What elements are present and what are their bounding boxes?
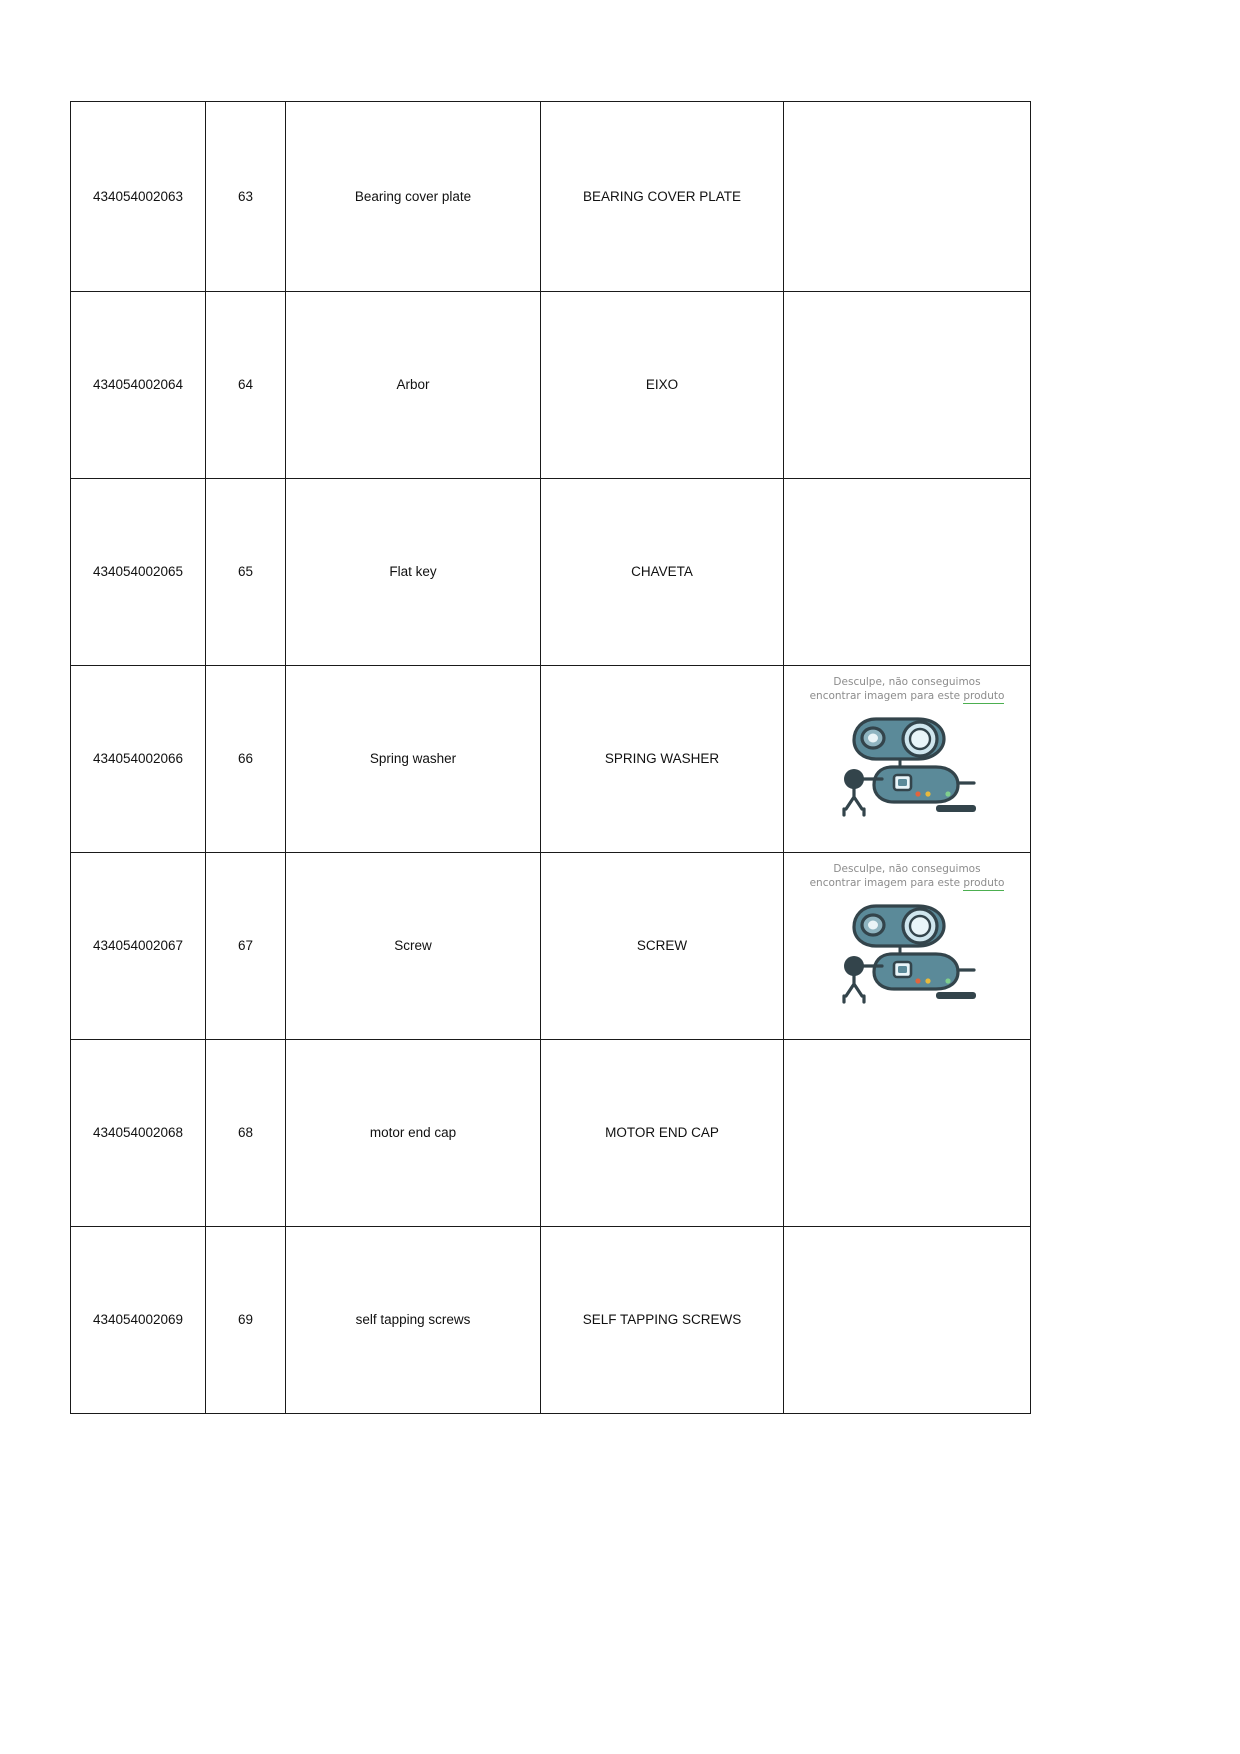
table-row — [71, 666, 1031, 853]
table-row — [71, 102, 1031, 292]
table-row — [71, 479, 1031, 666]
no-image-message-line1: Desculpe, não conseguimos — [833, 863, 981, 875]
no-image-message-line2: encontrar imagem para este — [809, 690, 964, 703]
position-cell: 67 — [206, 853, 286, 1040]
part-code-cell: 434054002063 — [71, 102, 206, 292]
part-image-cell — [784, 292, 1031, 479]
description-en-cell: Screw — [286, 853, 541, 1040]
no-image-message-underlined: produto — [963, 877, 1005, 890]
spring-washer-placeholder — [784, 666, 1030, 817]
part-image-cell — [784, 666, 1031, 853]
no-image-message-line1: Desculpe, não conseguimos — [833, 676, 981, 688]
description-caps-cell: MOTOR END CAP — [541, 1040, 784, 1227]
spare-parts-table — [70, 101, 1031, 1414]
table-row — [71, 1040, 1031, 1227]
description-en-cell: self tapping screws — [286, 1227, 541, 1414]
no-image-message-line2: encontrar imagem para este — [809, 877, 964, 890]
part-code-cell: 434054002064 — [71, 292, 206, 479]
part-image-cell: MTV2-735 — [784, 102, 1031, 292]
description-caps-cell: SELF TAPPING SCREWS — [541, 1227, 784, 1414]
no-image-message — [810, 862, 1005, 890]
description-caps-cell: EIXO — [541, 292, 784, 479]
robot-icon — [832, 709, 982, 817]
part-code-cell: 434054002066 — [71, 666, 206, 853]
position-cell: 64 — [206, 292, 286, 479]
part-code-cell: 434054002065 — [71, 479, 206, 666]
description-en-cell: Arbor — [286, 292, 541, 479]
description-en-cell: motor end cap — [286, 1040, 541, 1227]
position-cell: 69 — [206, 1227, 286, 1414]
position-cell: 63 — [206, 102, 286, 292]
position-cell: 66 — [206, 666, 286, 853]
table-row — [71, 853, 1031, 1040]
position-cell: 68 — [206, 1040, 286, 1227]
description-caps-cell: CHAVETA — [541, 479, 784, 666]
description-caps-cell: SCREW — [541, 853, 784, 1040]
no-image-message-underlined: produto — [963, 690, 1005, 703]
no-image-message — [810, 675, 1005, 703]
description-en-cell: Bearing cover plate — [286, 102, 541, 292]
part-image-cell — [784, 1227, 1031, 1414]
part-code-cell: 434054002068 — [71, 1040, 206, 1227]
part-code-cell: 434054002069 — [71, 1227, 206, 1414]
description-caps-cell: SPRING WASHER — [541, 666, 784, 853]
description-en-cell: Flat key — [286, 479, 541, 666]
part-code-cell: 434054002067 — [71, 853, 206, 1040]
description-en-cell: Spring washer — [286, 666, 541, 853]
part-image-cell — [784, 1040, 1031, 1227]
robot-icon — [832, 896, 982, 1004]
position-cell: 65 — [206, 479, 286, 666]
table-row — [71, 292, 1031, 479]
part-image-cell — [784, 853, 1031, 1040]
screw-placeholder — [784, 853, 1030, 1004]
table-row — [71, 1227, 1031, 1414]
description-caps-cell: BEARING COVER PLATE — [541, 102, 784, 292]
part-image-cell — [784, 479, 1031, 666]
